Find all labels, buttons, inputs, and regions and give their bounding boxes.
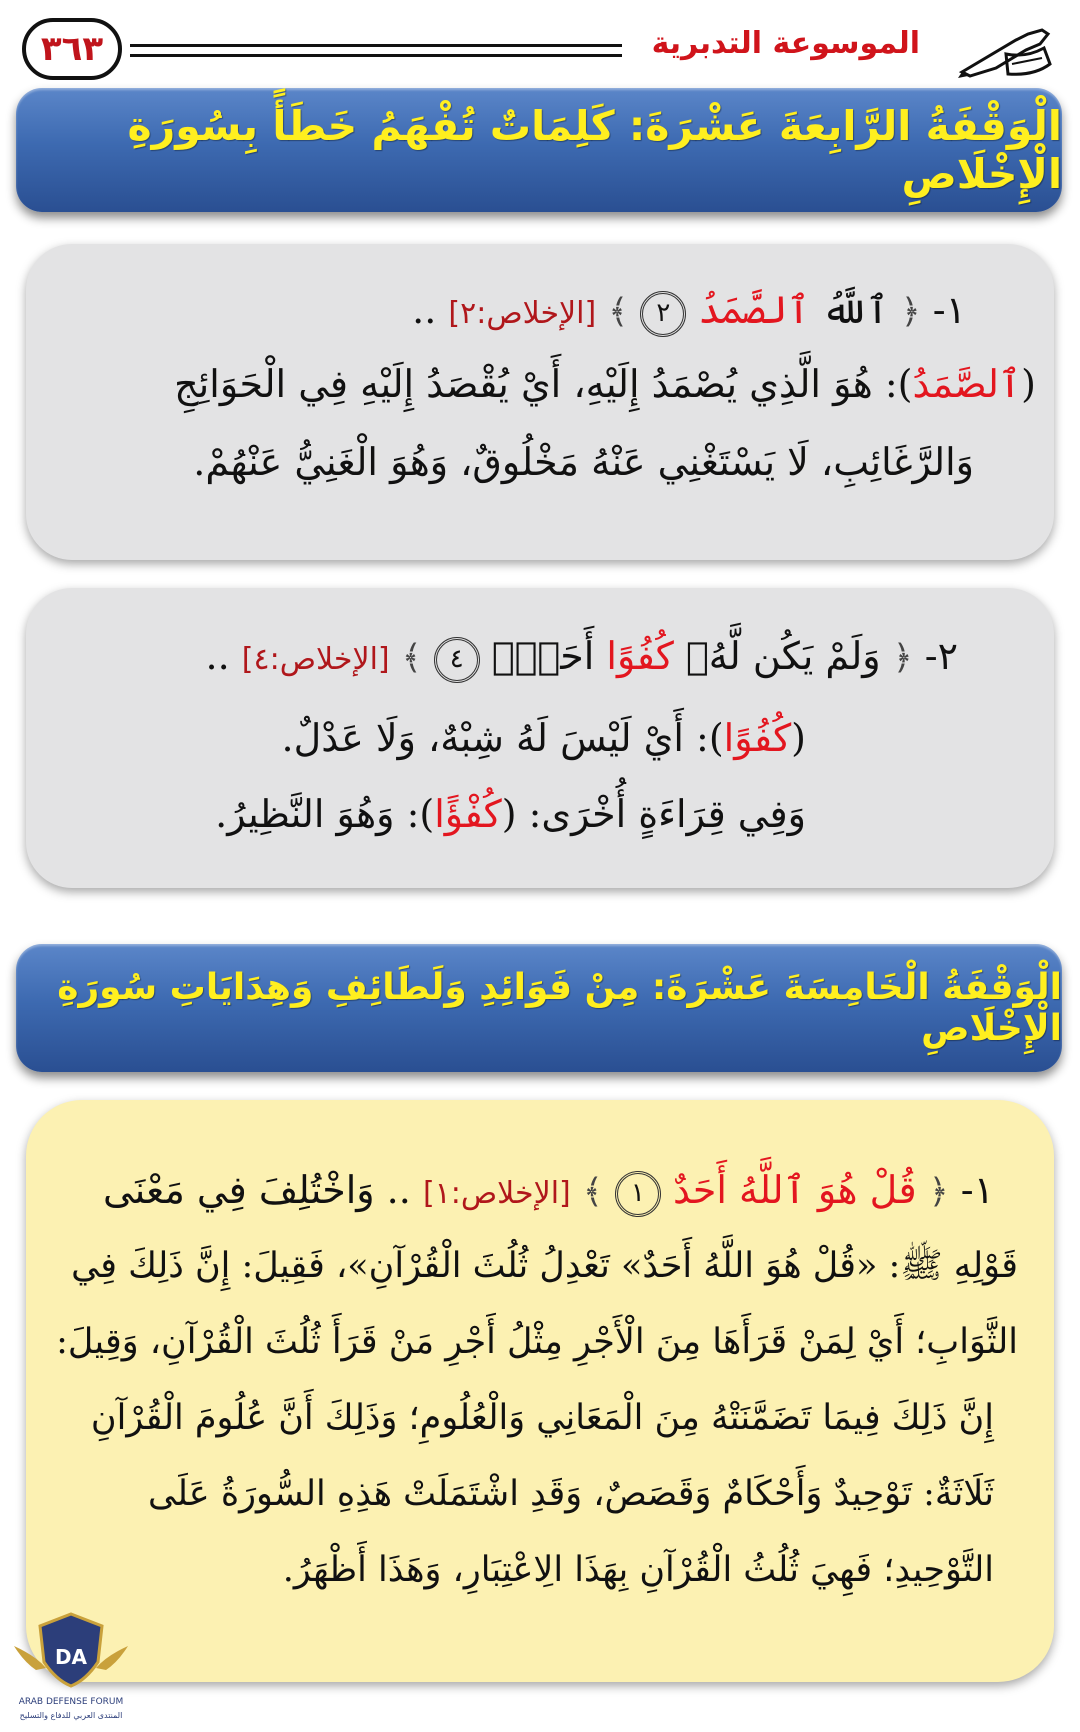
ayah-number-marker: ٤ (434, 637, 480, 683)
watermark-arabic: المنتدى العربي للدفاع والتسليح (19, 1711, 123, 1720)
section-14-title: الْوَقْفَةُ الرَّابِعَةَ عَشْرَةَ: كَلِمَاتٌ تُفْهَمُ خَطَأً بِسُورَةِ الْإِخْلَاصِ (127, 102, 1062, 198)
site-title: الموسوعة التدبرية (651, 26, 920, 61)
alt-reading-meaning: ): وَهُوَ النَّظِيرُ. (215, 792, 435, 836)
ayah-text: وَلَمْ يَكُن لَّهُۥ (686, 634, 881, 678)
ellipsis: .. (412, 288, 437, 332)
item-number: ١- (932, 288, 966, 332)
ayah-close-ornament: ﴾ (401, 638, 422, 678)
surah-reference: [الإخلاص:٢] (448, 296, 597, 331)
watermark-english: ARAB DEFENSE FORUM (18, 1697, 124, 1707)
item-number: ١- (960, 1168, 994, 1212)
text-line-5: ثَلَاثَةٌ: تَوْحِيدٌ وَأَحْكَامٌ وَقَصَصٌ، وَقَدِ اشْتَمَلَتْ هَذِهِ السُّورَةُ عَلَى (148, 1474, 994, 1514)
explanation-line-2 (26, 786, 1054, 842)
text-line-4: إِنَّ ذَلِكَ فِيمَا تَضَمَّنَتْهُ مِنَ الْمَعَانِي وَالْعُلُومِ؛ وَذَلِكَ أَنَّ عُلُومَ الْقُرْآنِ (90, 1398, 994, 1438)
alt-reading-label: وَفِي قِرَاءَةٍ أُخْرَى: ( (501, 792, 806, 836)
ayah-open-ornament: ﴿ (928, 1172, 949, 1212)
card-samad (26, 244, 1054, 560)
section-15-banner (16, 944, 1062, 1072)
text-line-2: قَوْلِهِ ﷺ: «قُلْ هُوَ اللَّهُ أَحَدٌ» تَعْدِلُ ثُلُثَ الْقُرْآنِ»، فَقِيلَ: إِنَّ ذَلِكَ فِي (71, 1246, 1018, 1286)
ayah-highlight: كُفُوًا (606, 634, 674, 678)
ayah-number-marker: ٢ (640, 291, 686, 337)
arab-defense-forum-watermark (6, 1606, 136, 1726)
surah-reference: [الإخلاص:٤] (241, 642, 390, 677)
ayah-text: ٱللَّهُ (821, 288, 889, 332)
card-kufuwan (26, 588, 1054, 888)
card-benefits (26, 1100, 1054, 1682)
ayah-close-ornament: ﴾ (608, 292, 629, 332)
ayah-open-ornament: ﴿ (900, 292, 921, 332)
alt-reading-word: كُفْؤًا (434, 792, 502, 836)
ayah-line-1 (26, 1162, 1054, 1222)
logo-letters: DA (54, 1645, 88, 1669)
section-14-banner (16, 88, 1062, 212)
ayah-highlight: ٱلصَّمَدُ (698, 288, 810, 332)
writing-hand-icon (956, 24, 1056, 80)
text-line-6: التَّوْحِيدِ؛ فَهِيَ ثُلُثُ الْقُرْآنِ بِهَذَا الِاعْتِبَارِ، وَهَذَا أَظْهَرُ. (282, 1550, 994, 1590)
section-15-title: الْوَقْفَةُ الْخَامِسَةَ عَشْرَةَ: مِنْ فَوَائِدِ وَلَطَائِفِ وَهِدَايَاتِ سُورَةِ الْإِخْلَاصِ (57, 967, 1062, 1049)
ayah-close-ornament: ﴾ (582, 1172, 603, 1212)
explanation-line-2: وَالرَّغَائِبِ، لَا يَسْتَغْنِي عَنْهُ مَخْلُوقٌ، وَهُوَ الْغَنِيُّ عَنْهُمْ. (193, 440, 974, 484)
ayah-number-marker: ١ (615, 1171, 661, 1217)
definition-text: ): هُوَ الَّذِي يُصْمَدُ إِلَيْهِ، أَيْ يُقْصَدُ إِلَيْهِ فِي الْحَوَائِجِ (174, 362, 913, 406)
ellipsis: .. (205, 634, 230, 678)
ayah-highlight: قُلْ هُوَ ٱللَّهُ أَحَدٌ (672, 1168, 917, 1212)
intro-text: .. وَاخْتُلِفَ فِي مَعْنَى (103, 1168, 411, 1212)
ayah-line-4 (26, 628, 1054, 688)
explanation-line-1: (كُفُوًا): أَيْ لَيْسَ لَهُ شِبْهٌ، وَلَا عَدْلٌ. (281, 716, 806, 760)
header-rule-bottom (130, 54, 622, 57)
ayah-open-ornament: ﴿ (892, 638, 913, 678)
ayah-line-2 (26, 282, 1054, 342)
page-number: ٣٦٣ (22, 18, 122, 80)
header-rule-top (130, 44, 622, 47)
text-line-3: الثَّوَابِ؛ أَيْ لِمَنْ قَرَأَهَا مِنَ الْأَجْرِ مِثْلُ أَجْرِ مَنْ قَرَأَ ثُلُثَ الْقُرْآنِ، وَقِيلَ: (56, 1322, 1018, 1362)
item-number: ٢- (924, 634, 958, 678)
surah-reference: [الإخلاص:١] (422, 1176, 571, 1211)
definition-text: ): أَيْ لَيْسَ لَهُ شِبْهٌ، وَلَا عَدْلٌ. (281, 716, 724, 760)
defined-word: ٱلصَّمَدُ (912, 362, 1022, 406)
ayah-text-end: أَحَدٌۢ (491, 634, 595, 678)
explanation-line-1: (ٱلصَّمَدُ): هُوَ الَّذِي يُصْمَدُ إِلَيْهِ، أَيْ يُقْصَدُ إِلَيْهِ فِي الْحَوَائِجِ (174, 362, 1036, 406)
defined-word: كُفُوًا (723, 716, 792, 760)
